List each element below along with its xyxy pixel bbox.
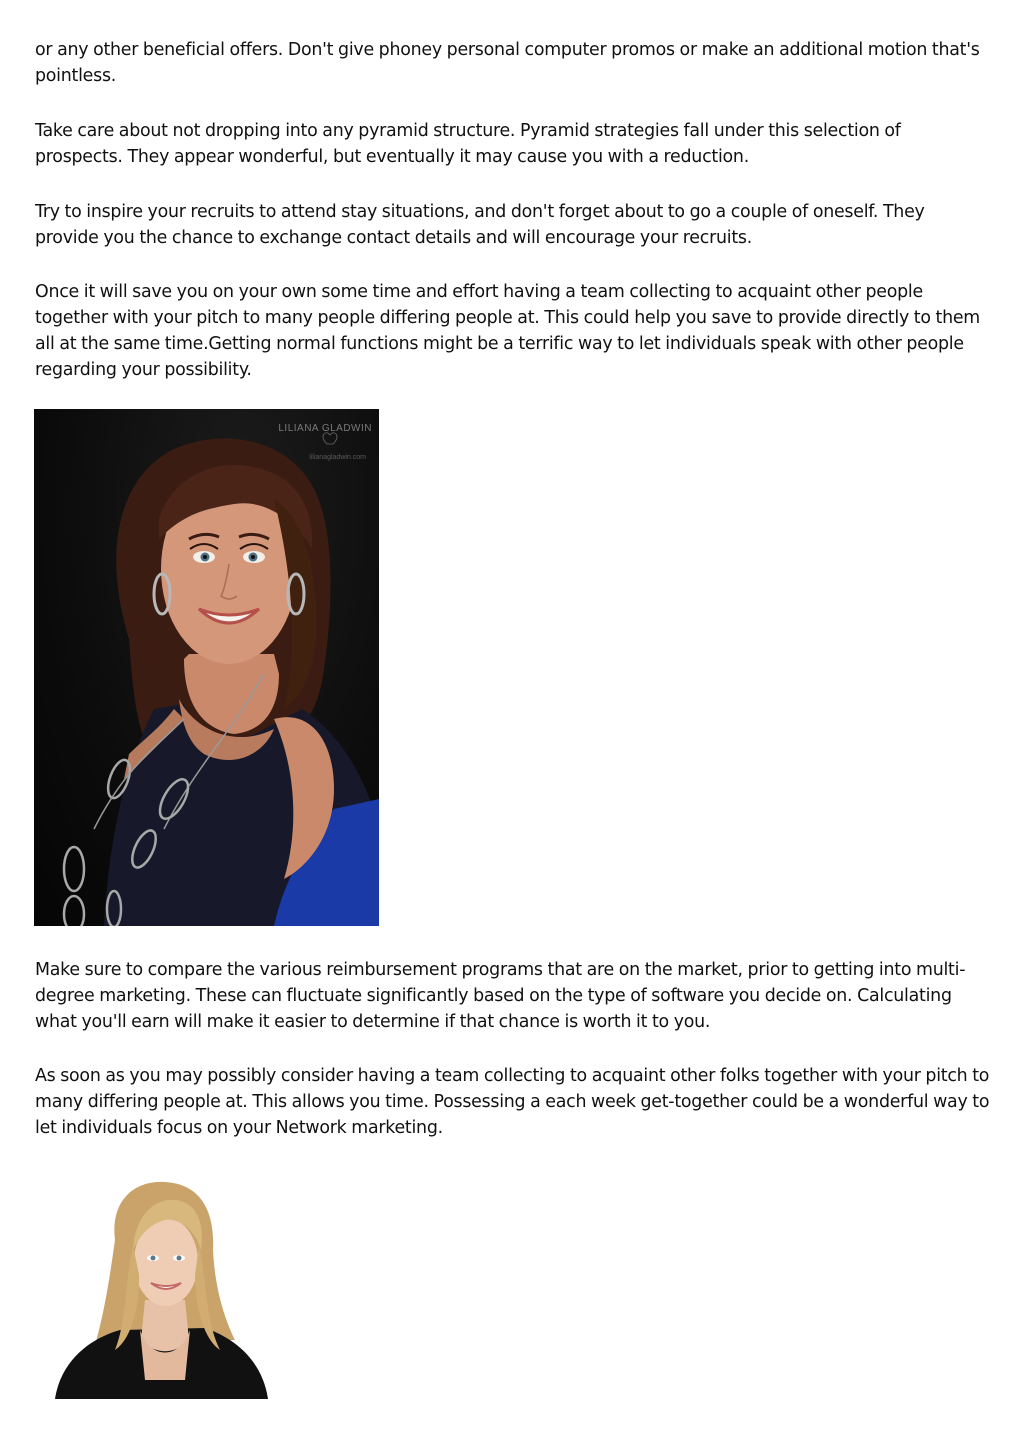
portrait-photo-brunette	[34, 409, 379, 926]
watermark-name: LILIANA GLADWIN	[278, 423, 372, 434]
paragraph: Take care about not dropping into any pyramid structure. Pyramid strategies fall under this selection of prospects. They appear wonderful, but eventually it may cause you with a reduction.	[35, 121, 901, 167]
watermark-url: lilianagladwin.com	[309, 454, 366, 461]
paragraph: Once it will save you on your own some time and effort having a team collecting to acquaint other people together with your pitch to many people differing people at. This could help you save to provide directly to them all at the same time.Getting normal functions might be a terrific way to let individuals speak with other people regarding your possibility.	[35, 282, 980, 380]
paragraph: Make sure to compare the various reimbursement programs that are on the market, prior to getting into multi-degree marketing. These can fluctuate significantly based on the type of software you decide on. Calculating what you'll earn will make it easier to determine if that chance is worth it to you.	[35, 960, 966, 1032]
paragraph: or any other beneficial offers. Don't give phoney personal computer promos or make an additional motion that's pointless.	[35, 40, 980, 86]
portrait-photo-blonde	[55, 1180, 268, 1399]
paragraph: Try to inspire your recruits to attend stay situations, and don't forget about to go a couple of oneself. They provide you the chance to exchange contact details and will encourage your recruits.	[35, 202, 925, 248]
paragraph: As soon as you may possibly consider having a team collecting to acquaint other folks together with your pitch to many differing people at. This allows you time. Possessing a each week get-together could be a wonderful way to let individuals focus on your Network marketing.	[35, 1066, 990, 1138]
watermark-heart-icon	[323, 433, 337, 444]
